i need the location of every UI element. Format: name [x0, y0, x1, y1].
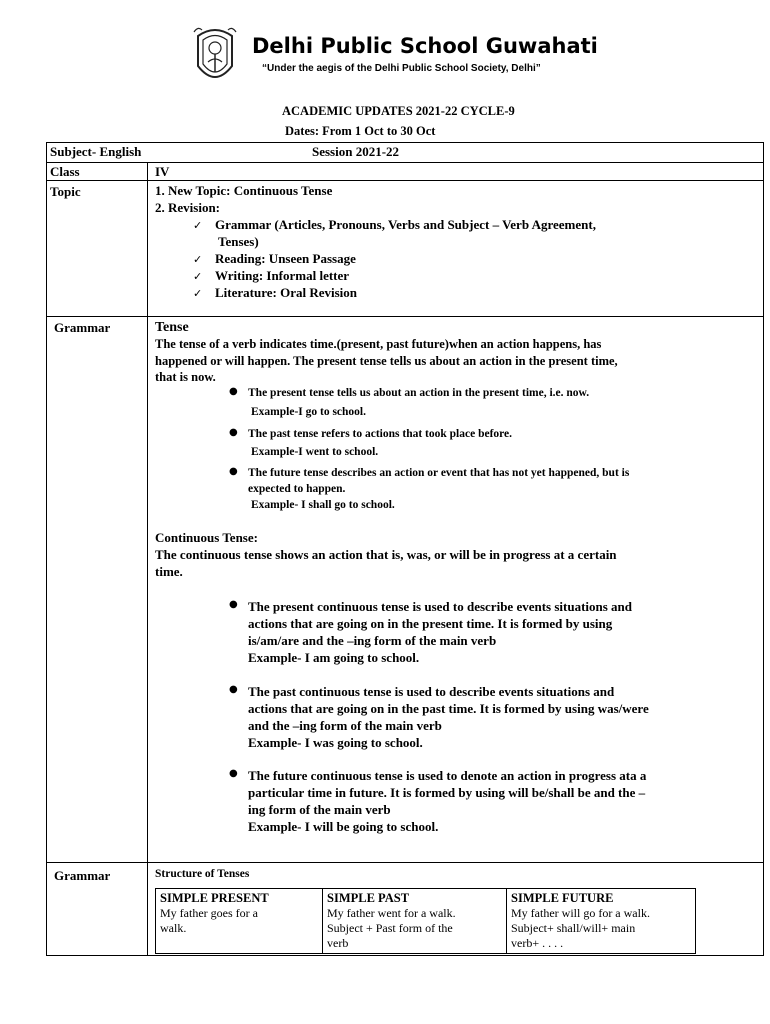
- checkmark-icon: ✓: [193, 219, 203, 232]
- column-header: SIMPLE FUTURE: [511, 891, 614, 905]
- school-logo: [190, 22, 240, 92]
- table-border-top: [46, 142, 764, 143]
- tense-definition-line: The tense of a verb indicates time.(present, past future)when an action happens, has: [155, 337, 602, 351]
- grammar-label: Grammar: [54, 320, 111, 335]
- continuous-point-line: actions that are going on in the present time. It is formed by using: [248, 616, 613, 631]
- bullet-icon: ●: [229, 599, 238, 610]
- school-header: [190, 22, 610, 94]
- continuous-point-line: particular time in future. It is formed by using will be/shall be and the –: [248, 785, 646, 800]
- continuous-heading: Continuous Tense:: [155, 530, 258, 545]
- continuous-point-line: The future continuous tense is used to denote an action in progress ata a: [248, 768, 647, 783]
- continuous-definition-line: time.: [155, 564, 183, 579]
- session-cell: Session 2021-22: [312, 144, 400, 159]
- bullet-icon: ●: [229, 768, 238, 779]
- table-row-divider: [46, 180, 764, 181]
- document-dates: Dates: From 1 Oct to 30 Oct: [285, 124, 436, 138]
- tense-definition-line: happened or will happen. The present tense tells us about an action in the present time,: [155, 354, 618, 368]
- tense-point-continued: expected to happen.: [248, 483, 346, 495]
- simple-past-column: [322, 889, 506, 953]
- continuous-point-line: The present continuous tense is used to describe events situations and: [248, 599, 633, 614]
- table-column-divider: [147, 162, 148, 956]
- column-text: verb: [327, 936, 349, 950]
- revision-item-continued: Tenses): [218, 234, 259, 249]
- subject-cell: Subject- English: [50, 144, 142, 159]
- column-text: verb+ . . . .: [511, 936, 564, 950]
- continuous-point-line: and the –ing form of the main verb: [248, 718, 442, 733]
- column-text: Subject + Past form of the: [327, 921, 453, 935]
- school-name: Delhi Public School Guwahati: [252, 34, 598, 58]
- tense-example: Example-I went to school.: [251, 446, 379, 458]
- class-label: Class: [50, 164, 80, 179]
- bullet-icon: ●: [229, 427, 238, 438]
- new-topic: 1. New Topic: Continuous Tense: [155, 183, 333, 198]
- revision-item: ✓ Reading: Unseen Passage: [193, 251, 356, 266]
- continuous-point-line: ing form of the main verb: [248, 802, 391, 817]
- continuous-point-line: is/am/are and the –ing form of the main verb: [248, 633, 497, 648]
- column-text: My father will go for a walk.: [511, 906, 650, 920]
- tense-point: The present tense tells us about an action in the present time, i.e. now.: [248, 387, 590, 399]
- column-header: SIMPLE PAST: [327, 891, 410, 905]
- checkmark-icon: ✓: [193, 253, 203, 266]
- column-text: Subject+ shall/will+ main: [511, 921, 636, 935]
- structure-heading: Structure of Tenses: [155, 868, 250, 880]
- grammar-label: Grammar: [54, 868, 111, 883]
- revision-item: ✓ Grammar (Articles, Pronouns, Verbs and Subject – Verb Agreement,: [193, 217, 596, 232]
- continuous-example: Example- I will be going to school.: [248, 819, 439, 834]
- table-row-divider: [46, 316, 764, 317]
- tense-point: The past tense refers to actions that took place before.: [248, 428, 513, 440]
- table-border-bottom: [46, 955, 764, 956]
- table-row-divider: [46, 162, 764, 163]
- class-value: IV: [155, 164, 170, 179]
- revision-item: ✓ Literature: Oral Revision: [193, 285, 358, 300]
- revision-heading: 2. Revision:: [155, 200, 220, 215]
- document-title: ACADEMIC UPDATES 2021-22 CYCLE-9: [282, 104, 515, 118]
- tense-definition-line: that is now.: [155, 370, 216, 384]
- tense-heading: Tense: [155, 320, 189, 335]
- checkmark-icon: ✓: [193, 270, 203, 283]
- bullet-icon: ●: [229, 386, 238, 397]
- continuous-example: Example- I am going to school.: [248, 650, 420, 665]
- tense-point: The future tense describes an action or event that has not yet happened, but is: [248, 467, 630, 479]
- tense-example: Example- I shall go to school.: [251, 499, 395, 511]
- simple-future-column: [506, 889, 695, 953]
- column-header: SIMPLE PRESENT: [160, 891, 269, 905]
- bullet-icon: ●: [229, 466, 238, 477]
- school-tagline: “Under the aegis of the Delhi Public School Society, Delhi”: [262, 63, 541, 74]
- column-text: My father goes for a: [160, 906, 258, 920]
- simple-present-column: [156, 889, 322, 953]
- topic-label: Topic: [50, 184, 81, 199]
- continuous-point-line: The past continuous tense is used to describe events situations and: [248, 684, 615, 699]
- tense-example: Example-I go to school.: [251, 406, 366, 418]
- table-border-right: [763, 142, 764, 956]
- column-text: My father went for a walk.: [327, 906, 456, 920]
- table-border-left: [46, 142, 47, 956]
- bullet-icon: ●: [229, 684, 238, 695]
- tense-structure-table: [155, 888, 696, 954]
- revision-item: ✓ Writing: Informal letter: [193, 268, 350, 283]
- checkmark-icon: ✓: [193, 287, 203, 300]
- column-text: walk.: [160, 921, 187, 935]
- continuous-example: Example- I was going to school.: [248, 735, 423, 750]
- continuous-definition-line: The continuous tense shows an action that is, was, or will be in progress at a certain: [155, 547, 617, 562]
- table-row-divider: [46, 862, 764, 863]
- continuous-point-line: actions that are going on in the past time. It is formed by using was/were: [248, 701, 649, 716]
